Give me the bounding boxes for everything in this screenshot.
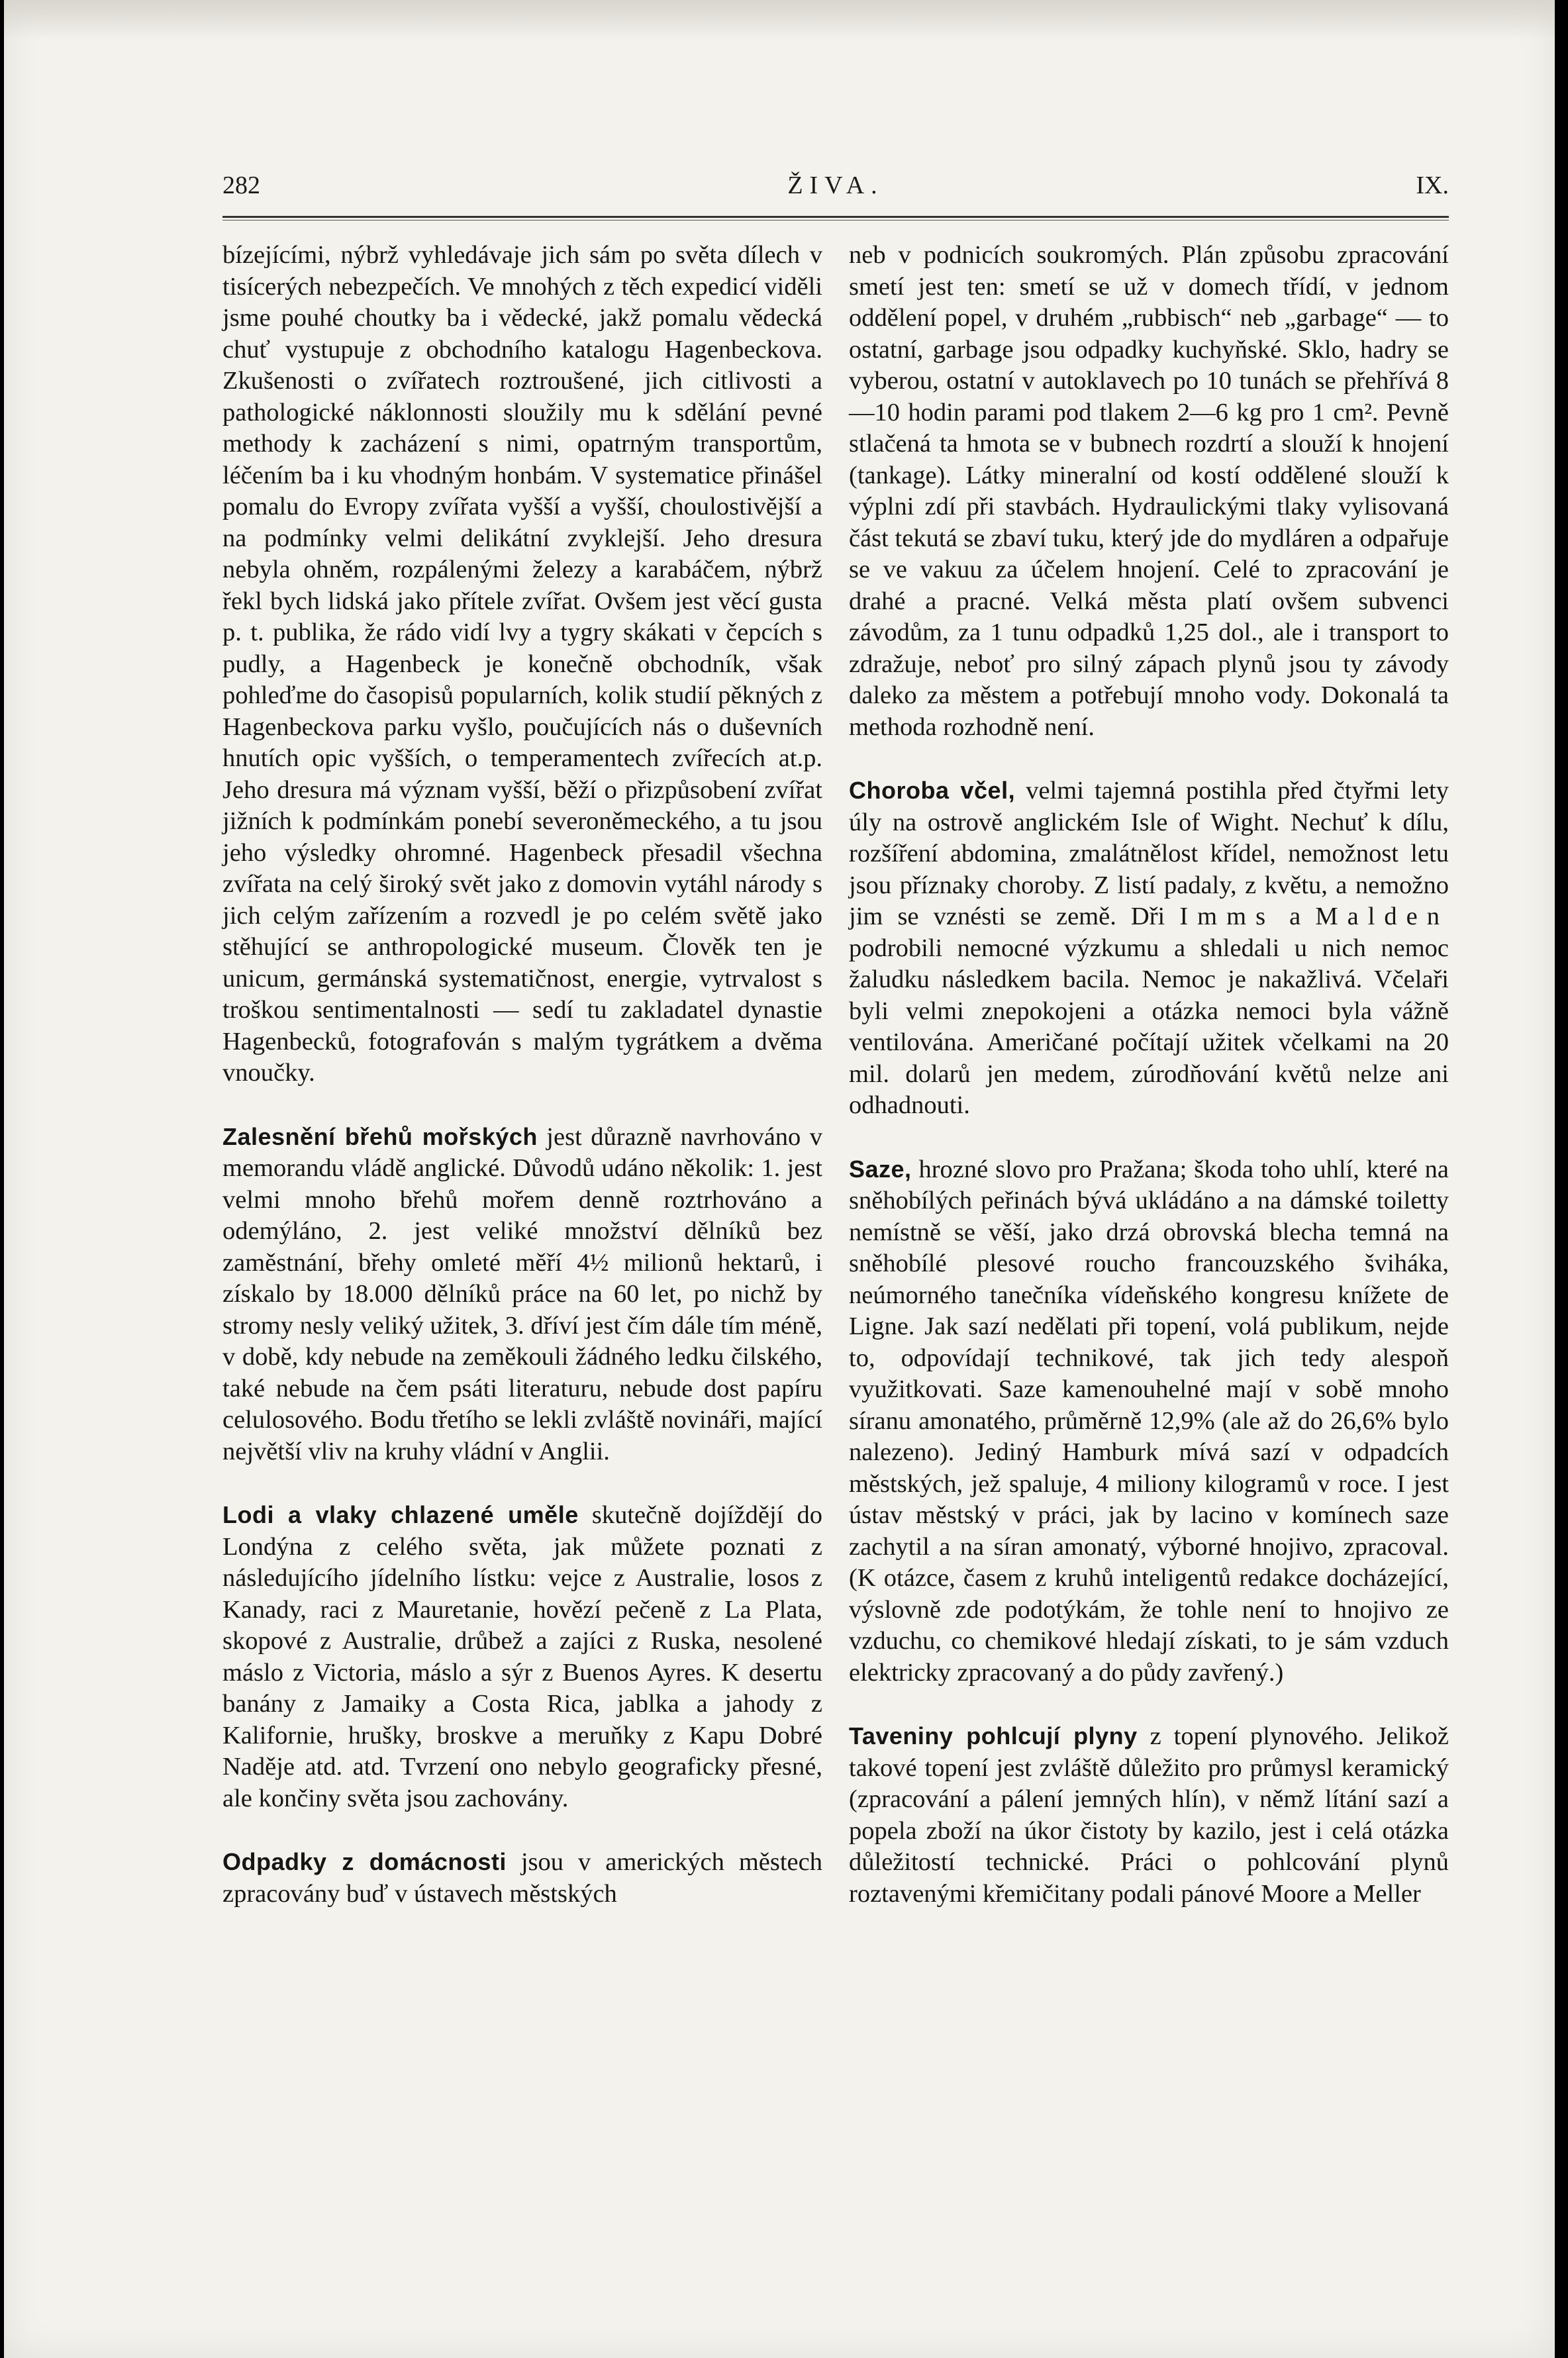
right-column xyxy=(849,240,1449,1910)
author-name: Malden xyxy=(1315,903,1449,930)
article-heading: Choroba včel, xyxy=(849,777,1016,804)
author-name: Imms xyxy=(1179,903,1275,930)
article-text: jsou v amerických městech zpracovány buď v ústavech městských xyxy=(222,1848,822,1908)
article-zalesneni xyxy=(222,1121,822,1468)
article-text: podrobili nemocné výzkumu a shledali u nich nemoc žaludku následkem bacila. Nemoc je nakažlivá. Včelaři byli velmi znepokojeni a otázka nemoci byla vážně ventilována. Američané počítají užitek včelkami na 20 mil. dolarů jen medem, zúrodňování květů nelze ani odhadnouti. xyxy=(849,934,1449,1119)
article-text: a xyxy=(1275,903,1316,930)
header-rule xyxy=(222,216,1449,221)
article-heading: Saze, xyxy=(849,1155,912,1183)
journal-page xyxy=(4,0,1555,2358)
article-heading: Taveniny pohlcují plyny xyxy=(849,1722,1138,1749)
journal-title: ŽIVA. xyxy=(787,172,884,199)
volume-number: IX. xyxy=(1416,172,1449,199)
scan-edge-shadow xyxy=(4,0,1555,40)
article-taveniny xyxy=(849,1720,1449,1910)
running-header xyxy=(222,171,1449,211)
article-saze xyxy=(849,1154,1449,1689)
article-odpadky xyxy=(222,1846,822,1910)
article-text: skutečně dojíždějí do Londýna z celého světa, jak můžete poznati z následujícího jídelního lístku: vejce z Australie, losos z Kanady, raci z Mauretanie, hovězí pečeně z La Plata, skopové z Australie, drůbež a zajíci z Ruska, nesolené máslo z Victoria, máslo a sýr z Buenos Ayres. K desertu banány z Jamaiky a Costa Rica, jablka a jahody z Kalifornie, hrušky, broskve a meruňky z Kapu Dobré Naděje atd. atd. Tvrzení ono nebylo geograficky přesné, ale končiny světa jsou zachovány. xyxy=(222,1501,823,1812)
intro-paragraph: bízejícími, nýbrž vyhledávaje jich sám po světa dílech v tisícerých nebezpečích. Ve mnohých z těch expedicí viděli jsme pouhé choutky ba i vědecké, jakž pomalu vědecká chuť vystupuje z obchodního katalogu Hagenbeckova. Zkušenosti o zvířatech roztroušené, jich citlivosti a pathologické náklonnosti sloužily mu k sdělání pevné methody k zacházení s nimi, opatrným transportům, léčením ba i ku vhodným honbám. V systematice přinášel pomalu do Evropy zvířata vyšší a vyšší, choulostivější a na podmínky velmi delikátní zvyklejší. Jeho dresura nebyla ohněm, rozpálenými železy a karabáčem, nýbrž řekl bych lidská jako přítele zvířat. Ovšem jest věcí gusta p. t. publika, že rádo vidí lvy a tygry skákati v čepcích s pudly, a Hagenbeck je konečně obchodník, však pohleďme do časopisů popularních, kolik studií pěkných z Hagenbeckova parku vyšlo, poučujících nás o duševních hnutích opic vyšších, o temperamentech zvířecích at.p. Jeho dresura má význam vyšší, běží o přizpůsobení zvířat jižních k podmínkám ponebí severoněmeckého, a tu jsou jeho výsledky ohromné. Hagenbeck přesadil všechna zvířata na celý široký svět jako z domovin vytáhl národy s jich celým zařízením a rozvedl je po celém světě jako stěhující se anthropologické museum. Člověk ten je unicum, germánská systematičnost, energie, vytrvalost s troškou sentimentalnosti — sedí tu zakladatel dynastie Hagenbecků, fotografován s malým tygrátkem a dvěma vnoučky. xyxy=(222,241,822,1087)
article-lodi xyxy=(222,1499,822,1814)
article-choroba xyxy=(849,775,1449,1122)
article-heading: Zalesnění břehů mořských xyxy=(222,1122,538,1150)
left-column xyxy=(222,240,822,1910)
page-number: 282 xyxy=(222,172,260,199)
article-text: hrozné slovo pro Pražana; škoda toho uhlí, které na sněhobílých peřinách bývá ukládáno a na dámské toiletty nemístně se věší, jako drzá obrovská blecha temná na sněhobílé plesové roucho francouzského šviháka, neúmorného tanečníka vídeňského kongresu knížete de Ligne. Jak sazí nedělati při topení, volá publikum, nejde to, odpovídají technikové, tak jich tedy alespoň využitkovati. Saze kamenouhelné mají v sobě mnoho síranu amonatého, průměrně 12,9% (ale až do 26,6% bylo nalezeno). Jediný Hamburk mívá sazí v odpadcích městských, jež spaluje, 4 miliony kilogramů v roce. I jest ústav městský v práci, jak by lacino v komínech saze zachytil a na síran amonatý, výborné hnojivo, zpracoval. (K otázce, časem z kruhů inteligentů redakce docházející, výslovně zde podotýkám, že tohle není to hnojivo ze vzduchu, co chemikové hledají získati, to je sám vzduch elektricky zpracovaný a do půdy zavřený.) xyxy=(849,1155,1449,1687)
article-text: z topení plynového. Jelikož takové topení jest zvláště důležito pro průmysl keramický (zpracování a pálení jemných hlín), v němž lítání sazí a popela zboží na úkor čistoty by kazilo, jest i celá otázka důležitostí technické. Práci o pohlcování plynů roztavenými křemičitany podali pánové Moore a Meller xyxy=(849,1722,1449,1908)
article-text: velmi tajemná postihla před čtyřmi lety úly na ostrově anglickém Isle of Wight. Nechuť k dílu, rozšíření abdomina, zmalátnělost křídel, nemožnost letu jsou příznaky choroby. Z listí padaly, z květu, a nemožno jim se vznésti se země. Dři xyxy=(849,777,1449,930)
article-text: jest důrazně navrhováno v memorandu vládě anglické. Důvodů udáno několik: 1. jest velmi mnoho břehů mořem denně roztrhováno a odemýláno, 2. jest veliké množství dělníků bez zaměstnání, břehy omleté měří 4½ milionů hektarů, i získalo by 18.000 dělníků práce na 60 let, po nichž by stromy nesly veliký užitek, 3. dříví jest čím dále tím méně, v době, kdy nebude na zeměkouli žádného ledku čilského, také nebude na čem psáti literaturu, nebude dost papíru celulosového. Bodu třetího se lekli zvláště novináři, mající největší vliv na kruhy vládní v Anglii. xyxy=(222,1122,823,1465)
article-heading: Odpadky z domácnosti xyxy=(222,1848,507,1875)
article-heading: Lodi a vlaky chlazené uměle xyxy=(222,1501,579,1528)
odpadky-continuation: neb v podnicích soukromých. Plán způsobu zpracování smetí jest ten: smetí se už v domech třídí, v jednom oddělení popel, v druhém „rubbisch“ neb „garbage“ — to ostatní, garbage jsou odpadky kuchyňské. Sklo, hadry se vyberou, ostatní v autoklavech po 10 tunách se přehřívá 8—10 hodin parami pod tlakem 2—6 kg pro 1 cm². Pevně stlačená ta hmota se v bubnech rozdrtí a slouží k hnojení (tankage). Látky mineralní od kostí oddělené slouží k výplni zdí při stavbách. Hydraulickými tlaky vylisovaná část tekutá se zbaví tuku, který jde do mydláren a odpařuje se ve vakuu za účelem hnojení. Celé to zpracování je drahé a pracné. Velká města platí ovšem subvenci závodům, za 1 tunu odpadků 1,25 dol., ale i transport to zdražuje, neboť pro silný zápach plynů jsou ty závody daleko za městem a potřebují mnoho vody. Dokonalá ta methoda rozhodně není. xyxy=(849,241,1449,741)
